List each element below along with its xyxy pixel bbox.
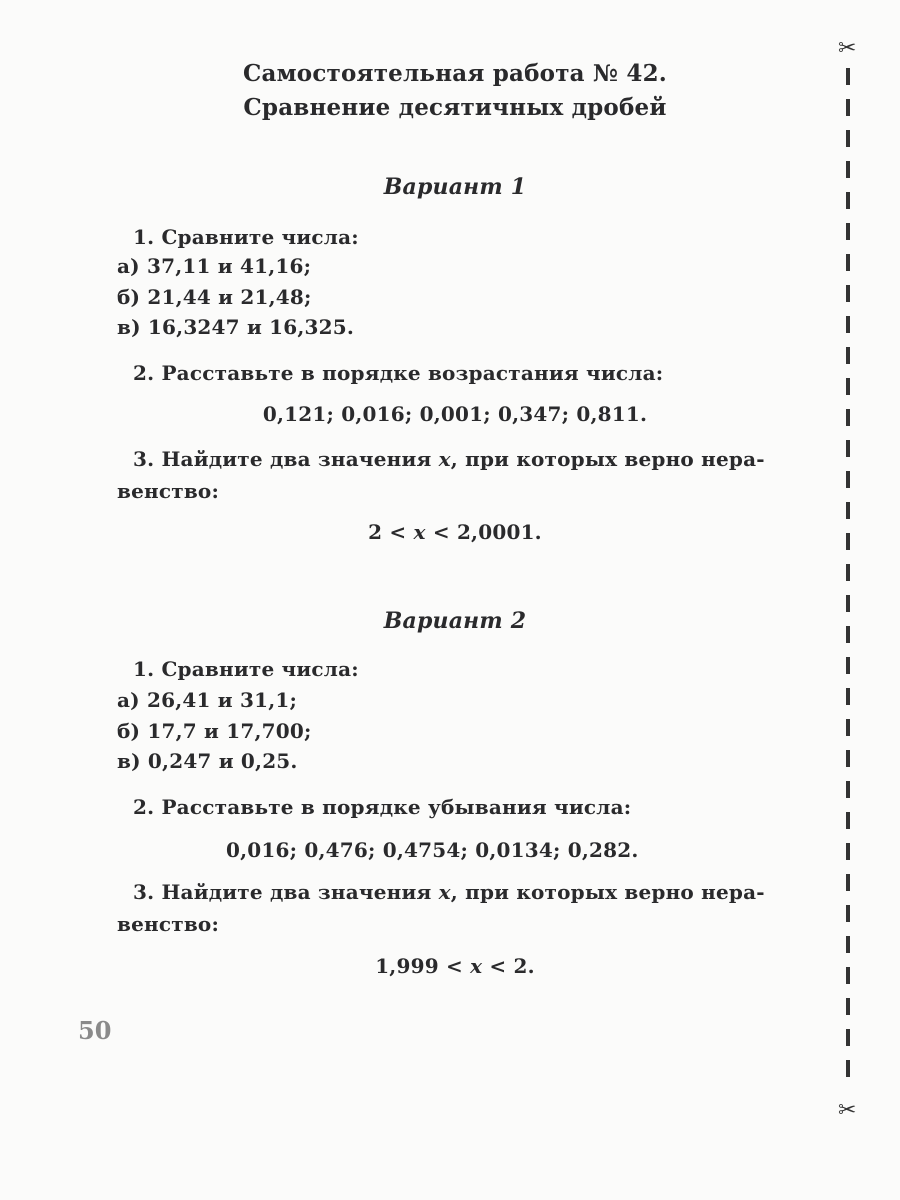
v2-task1-item: б) 17,7 и 17,700; <box>117 719 312 743</box>
v2-task3-inequality <box>0 954 900 978</box>
cut-line-dash <box>846 688 850 705</box>
cut-line-dash <box>846 378 850 395</box>
v2-task2-numbers: 0,016; 0,476; 0,4754; 0,0134; 0,282. <box>226 838 639 862</box>
cut-line-dash <box>846 502 850 519</box>
scissors-icon: ✂ <box>838 1098 857 1123</box>
cut-line-dash <box>846 285 850 302</box>
text: 3. Найдите два значения <box>133 447 439 471</box>
cut-line-dash <box>846 812 850 829</box>
cut-line-dash <box>846 440 850 457</box>
v1-task1-item: в) 16,3247 и 16,325. <box>117 315 355 339</box>
cut-line-dash <box>846 936 850 953</box>
cut-line-dash <box>846 161 850 178</box>
cut-line-dash <box>846 657 850 674</box>
text: 1,999 < <box>375 954 471 978</box>
v2-task1-label: 1. Сравните числа: <box>133 657 359 681</box>
cut-line-dash <box>846 1029 850 1046</box>
v1-task2-numbers: 0,121; 0,016; 0,001; 0,347; 0,811. <box>262 402 648 426</box>
v2-task3-line2: венство: <box>117 912 220 936</box>
variable: x <box>438 880 451 904</box>
cut-line-dash <box>846 781 850 798</box>
cut-line-dash <box>846 750 850 767</box>
text: , при которых верно нера- <box>450 447 765 471</box>
cut-line-dash <box>846 1060 850 1077</box>
v1-task2-label: 2. Расставьте в порядке возрастания числа: <box>133 361 664 385</box>
text: < 2,0001. <box>425 520 542 544</box>
cut-line-dash <box>846 223 850 240</box>
v1-task1-item: б) 21,44 и 21,48; <box>117 285 312 309</box>
cut-line-dash <box>846 595 850 612</box>
variable: x <box>470 954 483 978</box>
scissors-icon: ✂ <box>838 36 857 61</box>
page-number: 50 <box>78 1016 112 1045</box>
cut-line-dash <box>846 967 850 984</box>
cut-line-dash <box>846 843 850 860</box>
cut-line-dash <box>846 905 850 922</box>
v2-task2-label: 2. Расставьте в порядке убывания числа: <box>133 795 632 819</box>
v1-task3-inequality <box>0 520 900 544</box>
variable: x <box>413 520 426 544</box>
cut-line-dash <box>846 68 850 85</box>
page-title-line2: Сравнение десятичных дробей <box>243 94 667 121</box>
cut-line-dash <box>846 471 850 488</box>
variant-1-heading: Вариант 1 <box>383 174 527 200</box>
v1-task3-line2: венство: <box>117 479 220 503</box>
cut-line-dash <box>846 99 850 116</box>
text: , при которых верно нера- <box>450 880 765 904</box>
cut-line-dash <box>846 254 850 271</box>
cut-line-dash <box>846 316 850 333</box>
cut-line-dash <box>846 874 850 891</box>
cut-line-dash <box>846 347 850 364</box>
page-title-line1: Самостоятельная работа № 42. <box>242 60 667 87</box>
cut-line-dash <box>846 719 850 736</box>
variant-2-heading: Вариант 2 <box>383 608 527 634</box>
cut-line-dash <box>846 130 850 147</box>
cut-line-dash <box>846 192 850 209</box>
text: < 2. <box>482 954 535 978</box>
text: 2 < <box>368 520 414 544</box>
v1-task1-label: 1. Сравните числа: <box>133 225 359 249</box>
text: 3. Найдите два значения <box>133 880 439 904</box>
cut-line-dash <box>846 564 850 581</box>
v1-task1-item: а) 37,11 и 41,16; <box>117 254 312 278</box>
variable: x <box>438 447 451 471</box>
v2-task1-item: в) 0,247 и 0,25. <box>117 749 298 773</box>
cut-line-dash <box>846 998 850 1015</box>
v2-task3-label <box>133 880 765 904</box>
v1-task3-label <box>133 447 765 471</box>
cut-line-dash <box>846 626 850 643</box>
cut-line-dash <box>846 533 850 550</box>
cut-line-dash <box>846 409 850 426</box>
v2-task1-item: а) 26,41 и 31,1; <box>117 688 298 712</box>
